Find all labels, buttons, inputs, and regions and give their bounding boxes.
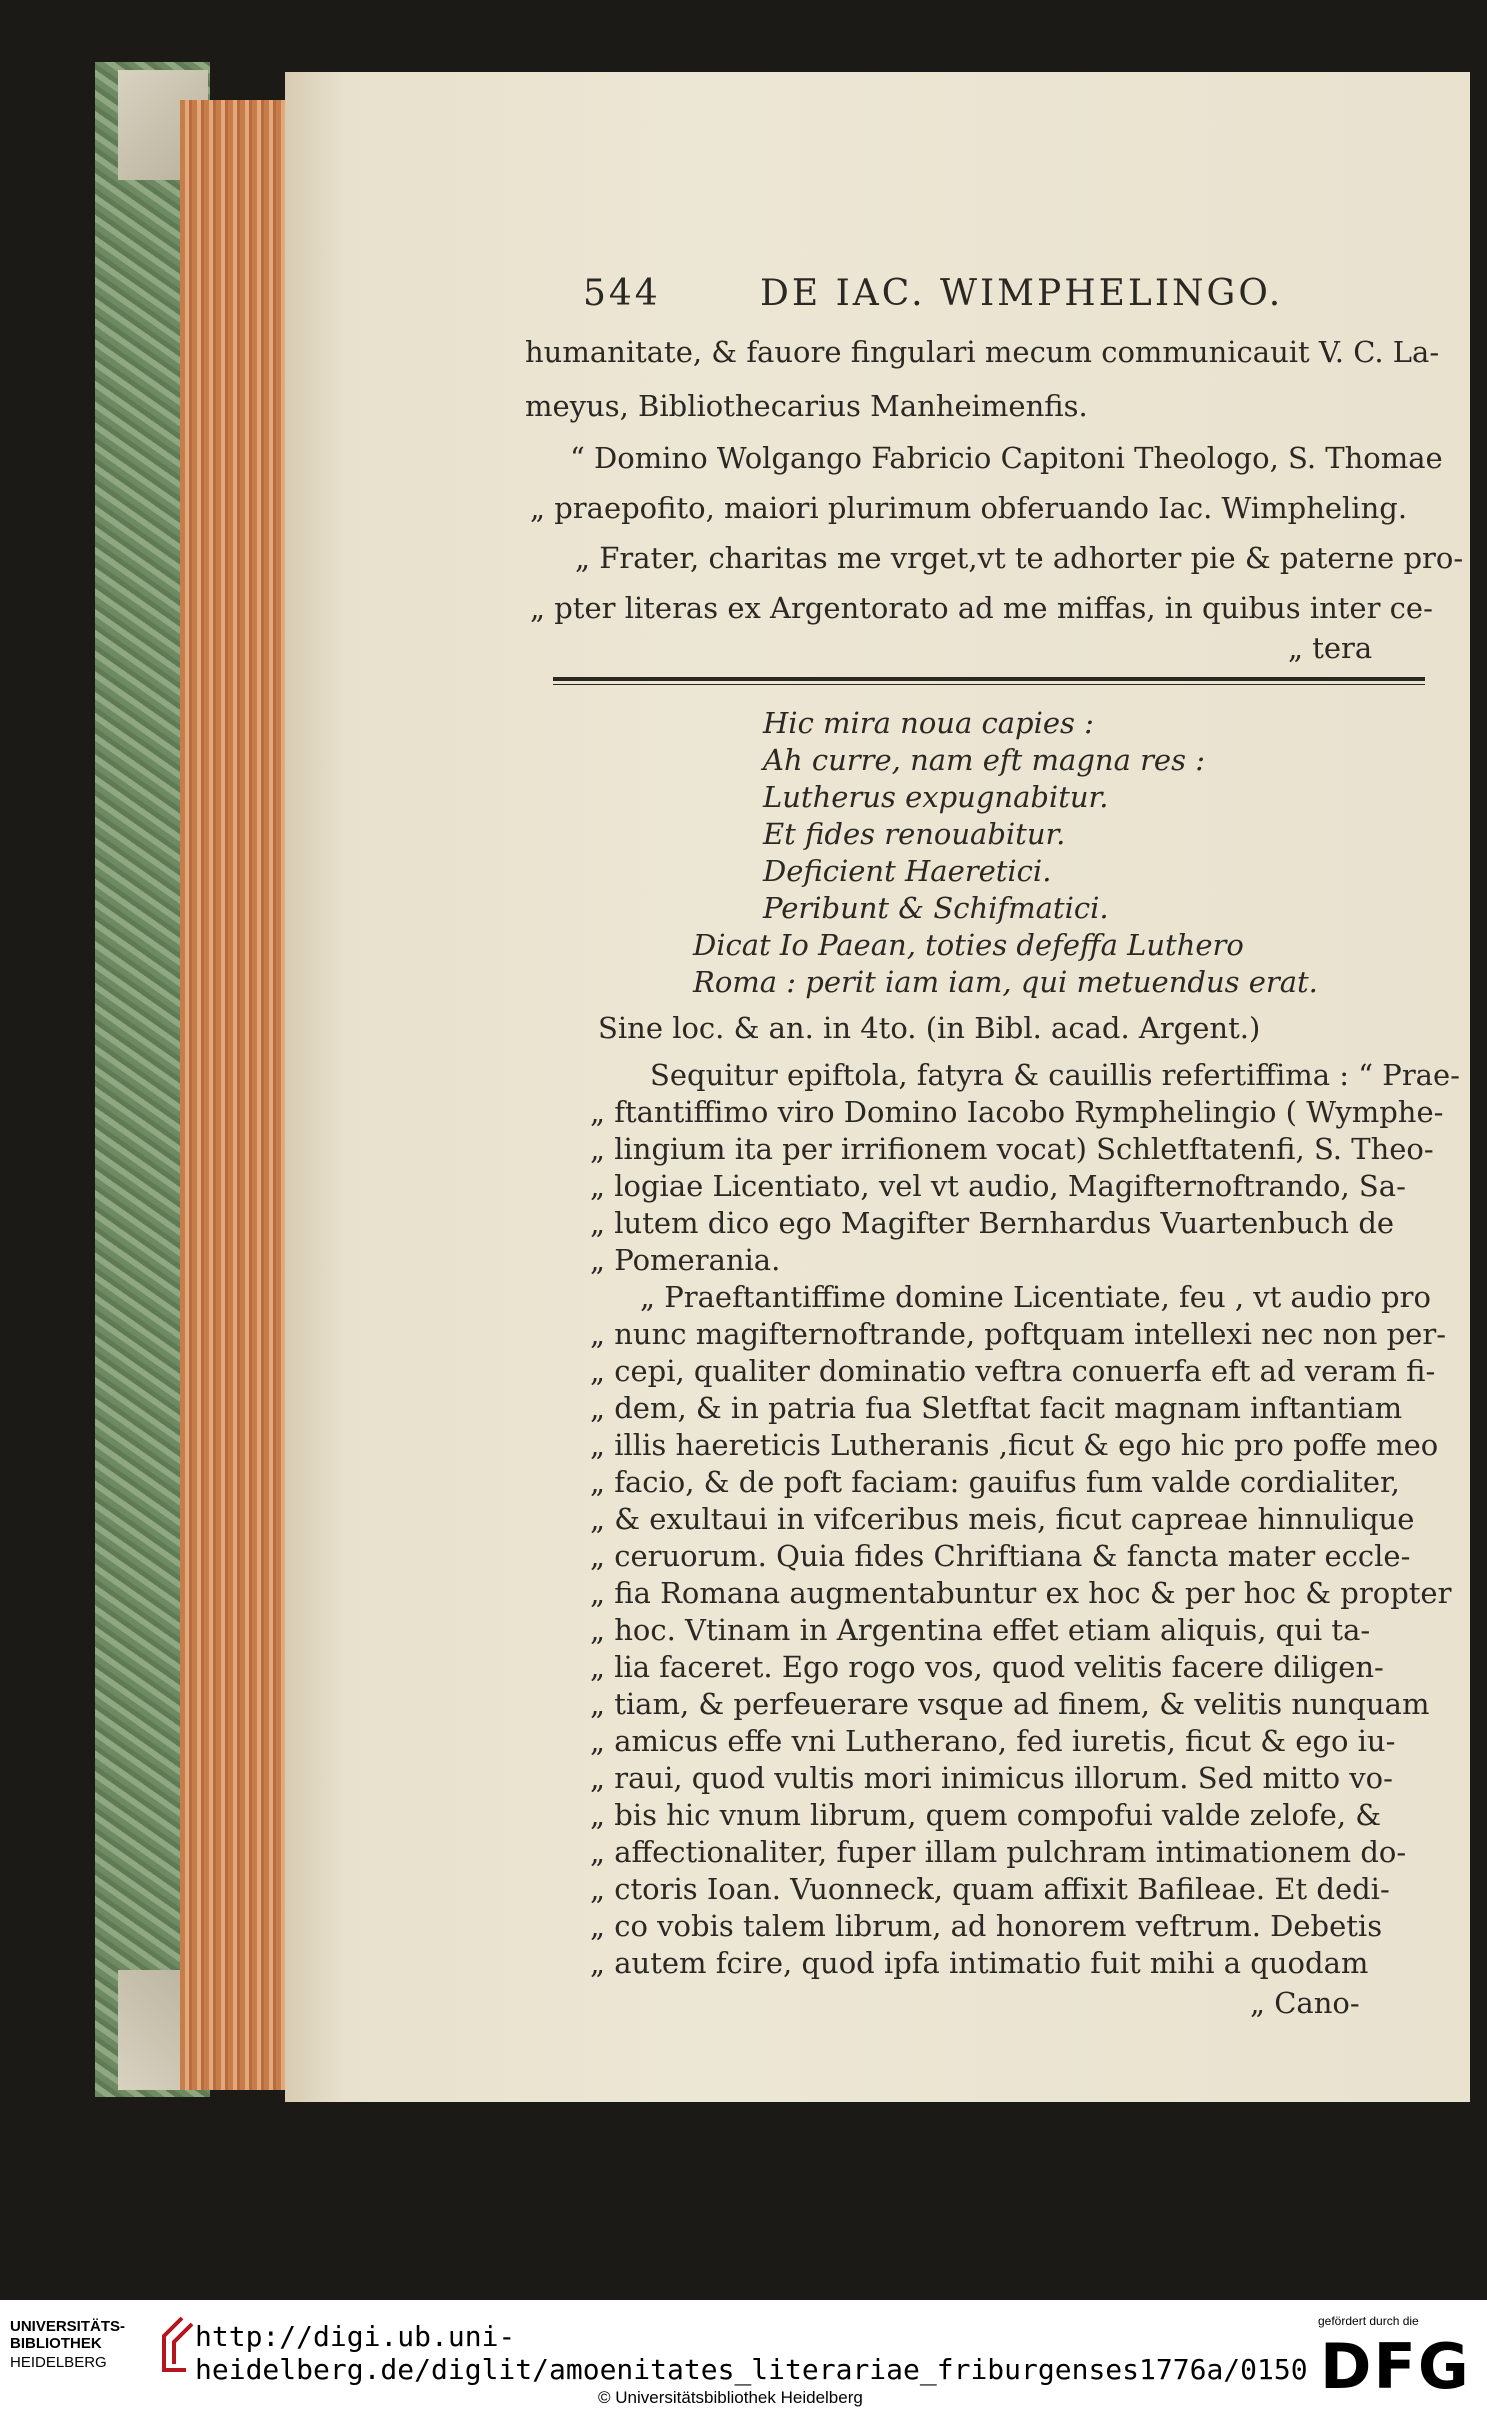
body-line: „ autem fcire, quod ipfa intimatio fuit mihi a quodam	[590, 1946, 1369, 1980]
text-line: „ pter literas ex Argentorato ad me miffas, in quibus inter ce-	[530, 591, 1433, 625]
verse-line: Roma : perit iam iam, qui metuendus erat.	[693, 965, 1318, 999]
body-line: „ bis hic vnum librum, quem compofui valde zelofe, &	[590, 1798, 1382, 1832]
text-line: “ Domino Wolgango Fabricio Capitoni Theologo, S. Thomae	[570, 441, 1443, 475]
body-line: „ lingium ita per irrifionem vocat) Schletftatenfi, S. Theo-	[590, 1132, 1434, 1166]
copyright-notice: © Universitätsbibliothek Heidelberg	[598, 2388, 863, 2407]
body-line: „ raui, quod vultis mori inimicus illorum. Sed mitto vo-	[590, 1761, 1393, 1795]
verse-line: Peribunt & Schifmatici.	[763, 891, 1109, 925]
verse-line: Ah curre, nam eft magna res :	[763, 743, 1205, 777]
permalink-url[interactable]: http://digi.ub.uni-heidelberg.de/diglit/amoenitates_literariae_friburgenses1776a/0150	[195, 2320, 1308, 2386]
verse-line: Deficient Haeretici.	[763, 854, 1052, 888]
catchword: „ tera	[1288, 631, 1373, 665]
text-line: „ praepofito, maiori plurimum obferuando Iac. Wimpheling.	[530, 491, 1408, 525]
body-line: Sequitur epiftola, fatyra & cauillis refertiffima : “ Prae-	[650, 1058, 1460, 1092]
catchword: „ Cano-	[1250, 1986, 1360, 2020]
body-line: „ amicus effe vni Lutherano, fed iuretis, ficut & ego iu-	[590, 1724, 1396, 1758]
body-line: „ illis haereticis Lutheranis ,ficut & ego hic pro poffe meo	[590, 1428, 1439, 1462]
verse-line: Dicat Io Paean, toties defeffa Luthero	[693, 928, 1244, 962]
body-line: „ dem, & in patria fua Sletftat facit magnam inftantiam	[590, 1391, 1403, 1425]
body-line: „ lia faceret. Ego rogo vos, quod velitis facere diligen-	[590, 1650, 1384, 1684]
footnote-rule	[553, 677, 1425, 681]
footnote-rule-thin	[553, 684, 1425, 685]
body-line: „ logiae Licentiato, vel vt audio, Magifternoftrando, Sa-	[590, 1169, 1406, 1203]
body-line: „ Praeftantiffime domine Licentiate, feu , vt audio pro	[640, 1280, 1431, 1314]
body-line: „ fia Romana augmentabuntur ex hoc & per hoc & propter	[590, 1576, 1452, 1610]
page-number: 544	[583, 273, 661, 314]
dfg-logo: DFG	[1320, 2330, 1471, 2403]
body-line: „ lutem dico ego Magifter Bernhardus Vuartenbuch de	[590, 1206, 1395, 1240]
library-logo-icon	[152, 2314, 200, 2374]
body-line: „ ctoris Ioan. Vuonneck, quam affixit Bafileae. Et dedi-	[590, 1872, 1390, 1906]
text-line: „ Frater, charitas me vrget,vt te adhorter pie & paterne pro-	[575, 541, 1464, 575]
imprint-line: Sine loc. & an. in 4to. (in Bibl. acad. Argent.)	[598, 1011, 1261, 1045]
viewer-footer	[0, 2300, 1487, 2419]
funder-caption: gefördert durch die	[1318, 2314, 1419, 2328]
text-line: humanitate, & fauore fingulari mecum communicauit V. C. La-	[525, 335, 1440, 369]
body-line: „ nunc magifternoftrande, poftquam intellexi nec non per-	[590, 1317, 1446, 1351]
body-line: „ ceruorum. Quia fides Chriftiana & fancta mater eccle-	[590, 1539, 1411, 1573]
text-line: meyus, Bibliothecarius Manheimenfis.	[525, 389, 1088, 423]
verse-line: Hic mira noua capies :	[763, 706, 1094, 740]
page-edges	[180, 100, 290, 2090]
body-line: „ tiam, & perfeuerare vsque ad finem, & velitis nunquam	[590, 1687, 1430, 1721]
body-line: „ Pomerania.	[590, 1243, 781, 1277]
body-line: „ affectionaliter, fuper illam pulchram intimationem do-	[590, 1835, 1407, 1869]
body-line: „ hoc. Vtinam in Argentina effet etiam aliquis, qui ta-	[590, 1613, 1371, 1647]
library-name: UNIVERSITÄTS- BIBLIOTHEK	[10, 2318, 126, 2352]
body-line: „ facio, & de poft faciam: gauifus fum valde cordialiter,	[590, 1465, 1400, 1499]
library-city: HEIDELBERG	[10, 2354, 107, 2371]
body-line: „ ftantiffimo viro Domino Iacobo Rymphelingio ( Wymphe-	[590, 1095, 1444, 1129]
verse-line: Lutherus expugnabitur.	[763, 780, 1109, 814]
running-head: DE IAC. WIMPHELINGO.	[760, 273, 1284, 314]
verse-line: Et fides renouabitur.	[763, 817, 1066, 851]
body-line: „ cepi, qualiter dominatio veftra conuerfa eft ad veram fi-	[590, 1354, 1436, 1388]
body-line: „ & exultaui in vifceribus meis, ficut capreae hinnulique	[590, 1502, 1415, 1536]
body-line: „ co vobis talem librum, ad honorem veftrum. Debetis	[590, 1909, 1383, 1943]
